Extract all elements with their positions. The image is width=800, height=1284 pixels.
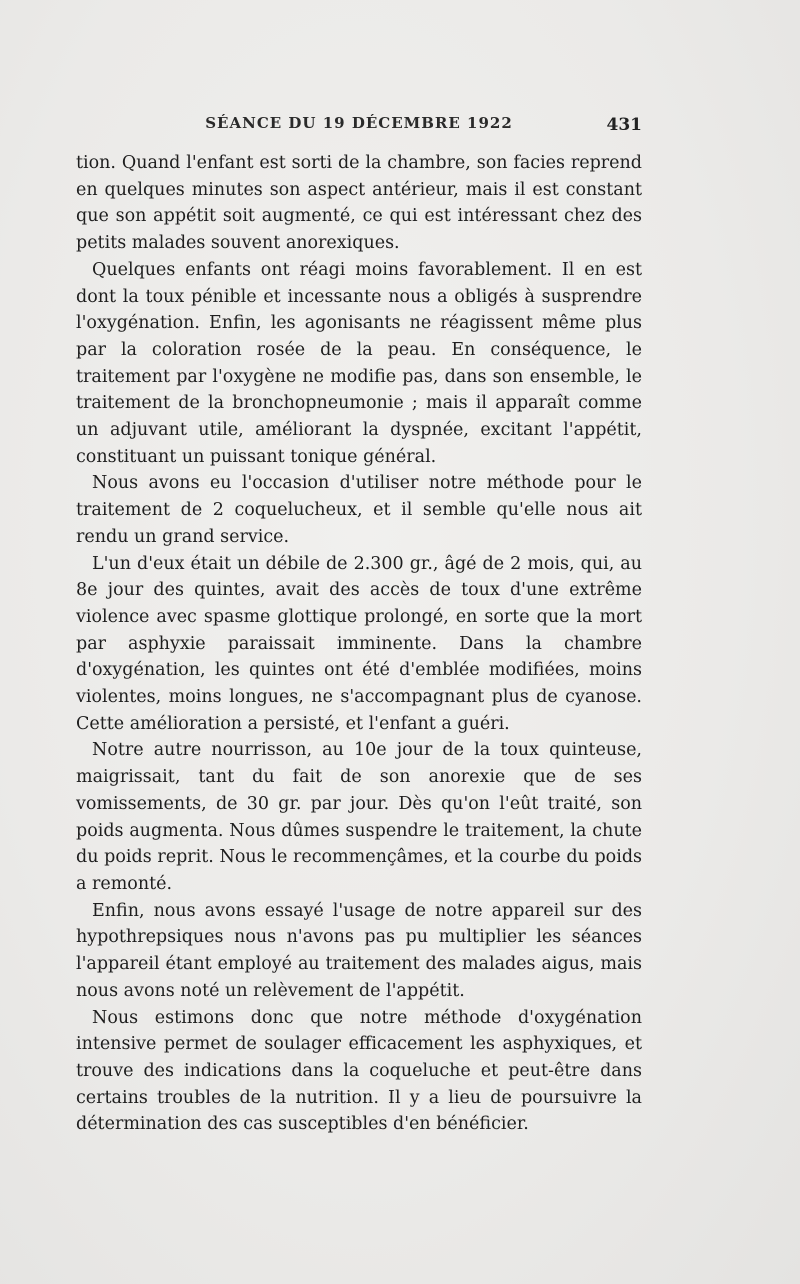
paragraph: Notre autre nourrisson, au 10e jour de la toux quinteuse, maigrissait, tant du fait de son anorexie que de ses vomissements, de 30 gr. par jour. Dès qu'on l'eût traité, son poids augmenta. Nous dûmes suspendre le traitement, la chute du poids reprit. Nous le recommençâmes, et la courbe du poids a remonté. <box>76 740 642 894</box>
paragraph: Nous avons eu l'occasion d'utiliser notre méthode pour le traitement de 2 coquelucheux, et il semble qu'elle nous ait rendu un grand service. <box>76 473 642 547</box>
paragraph: Nous estimons donc que notre méthode d'oxygénation intensive permet de soulager efficacement les asphyxiques, et trouve des indications dans la coqueluche et peut-être dans certains troubles de la nutrition. Il y a lieu de poursuivre la détermination des cas susceptibles d'en bénéficier. <box>76 1007 642 1135</box>
body-text <box>76 150 642 1138</box>
paragraph: tion. Quand l'enfant est sorti de la chambre, son facies reprend en quelques minutes son aspect antérieur, mais il est constant que son appétit soit augmenté, ce qui est intéressant chez des petits malades souvent anorexiques. <box>76 153 642 254</box>
paragraph: Quelques enfants ont réagi moins favorablement. Il en est dont la toux pénible et incessante nous a obligés à susprendre l'oxygénation. Enfin, les agonisants ne réagissent même plus par la coloration rosée de la peau. En conséquence, le traitement par l'oxygène ne modifie pas, dans son ensemble, le traitement de la bronchopneumonie ; mais il apparaît comme un adjuvant utile, améliorant la dyspnée, excitant l'appétit, constituant un puissant tonique général. <box>76 259 642 467</box>
paragraph: Enfin, nous avons essayé l'usage de notre appareil sur des hypothrepsiques nous n'avons pas pu multiplier les séances l'appareil étant employé au traitement des malades aigus, mais nous avons noté un relèvement de l'appétit. <box>76 900 642 1001</box>
paragraph: L'un d'eux était un débile de 2.300 gr., âgé de 2 mois, qui, au 8e jour des quintes, avait des accès de toux d'une extrême violence avec spasme glottique prolongé, en sorte que la mort par asphyxie paraissait imminente. Dans la chambre d'oxygénation, les quintes ont été d'emblée modifiées, moins violentes, moins longues, ne s'accompagnant plus de cyanose. Cette amélioration a persisté, et l'enfant a guéri. <box>76 553 642 734</box>
running-title: SÉANCE DU 19 DÉCEMBRE 1922 <box>205 114 513 132</box>
running-header <box>76 114 642 144</box>
page-number: 431 <box>606 115 642 135</box>
